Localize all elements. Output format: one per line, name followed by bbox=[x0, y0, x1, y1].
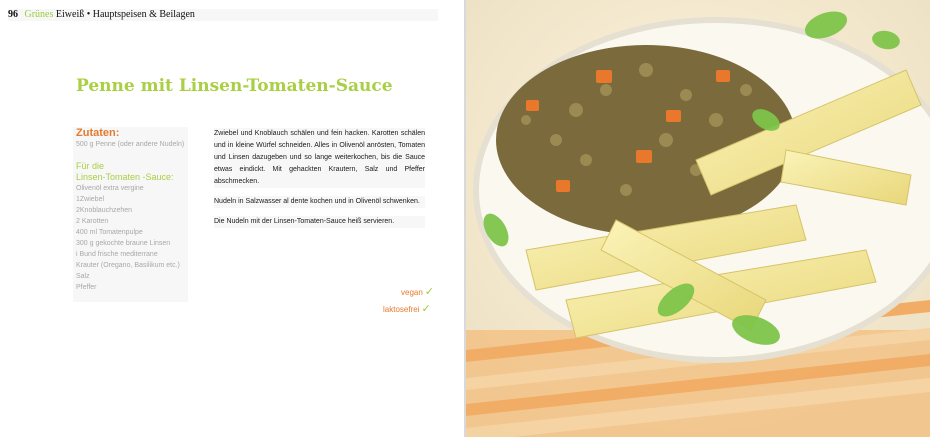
sauce-ingredient: 2Knoblauchzehen bbox=[76, 207, 133, 214]
sauce-heading bbox=[76, 161, 174, 183]
dish-photo bbox=[466, 0, 930, 437]
page-number: 96 bbox=[8, 9, 18, 20]
vegan-badge bbox=[401, 285, 434, 298]
sauce-ingredient: 300 g gekochte braune Linsen bbox=[76, 240, 171, 247]
instruction-step: Zwiebel und Knoblauch schälen und fein hacken. Karotten schälen und in kleine Würfel schneiden. Alles in Olivenöl anrösten, Tomaten und Linsen dazugeben und so lange weiterkochen, bis die Sauce etwas eindickt. Mit gehackten Krautern, Salz und Pfeffer abschmecken. bbox=[214, 128, 425, 188]
sauce-ingredient: Salz bbox=[76, 273, 90, 280]
badge-label: vegan bbox=[401, 288, 423, 297]
left-page bbox=[0, 0, 464, 437]
sauce-ingredient: Krauter (Oregano, Basilikum etc.) bbox=[76, 262, 180, 269]
sauce-ingredient: 1Zwiebel bbox=[76, 196, 105, 203]
lactose-free-badge bbox=[383, 302, 431, 315]
category-label: Grünes bbox=[24, 9, 54, 20]
sauce-heading-line2: Linsen-Tomaten -Sauce: bbox=[76, 172, 174, 182]
check-icon: ✓ bbox=[421, 303, 431, 315]
page-header bbox=[8, 9, 438, 21]
sauce-ingredient: Pfeffer bbox=[76, 284, 97, 291]
pasta-ingredient: 500 g Penne (oder andere Nudeln) bbox=[76, 141, 185, 148]
check-icon: ✓ bbox=[424, 286, 435, 298]
ingredients-heading: Zutaten: bbox=[76, 127, 120, 139]
sauce-ingredient: i Bund frische mediterrane bbox=[76, 251, 158, 258]
instruction-step: Die Nudeln mit der Linsen-Tomaten-Sauce heiß servieren. bbox=[214, 216, 425, 228]
sauce-heading-line1: Für die bbox=[76, 161, 105, 171]
sauce-ingredient: 400 ml Tomatenpulpe bbox=[76, 229, 143, 236]
sauce-ingredient: 2 Karotten bbox=[76, 218, 109, 225]
instructions bbox=[214, 128, 425, 236]
sauce-ingredient: Olivenöl extra vergine bbox=[76, 185, 144, 192]
instruction-step: Nudeln in Salzwasser al dente kochen und in Olivenöl schwenken. bbox=[214, 196, 425, 208]
recipe-title: Penne mit Linsen-Tomaten-Sauce bbox=[76, 76, 393, 96]
ingredients-box bbox=[73, 127, 188, 302]
section-label: Eiweiß • Hauptspeisen & Beilagen bbox=[55, 9, 195, 20]
badge-label: laktosefrei bbox=[383, 305, 420, 314]
